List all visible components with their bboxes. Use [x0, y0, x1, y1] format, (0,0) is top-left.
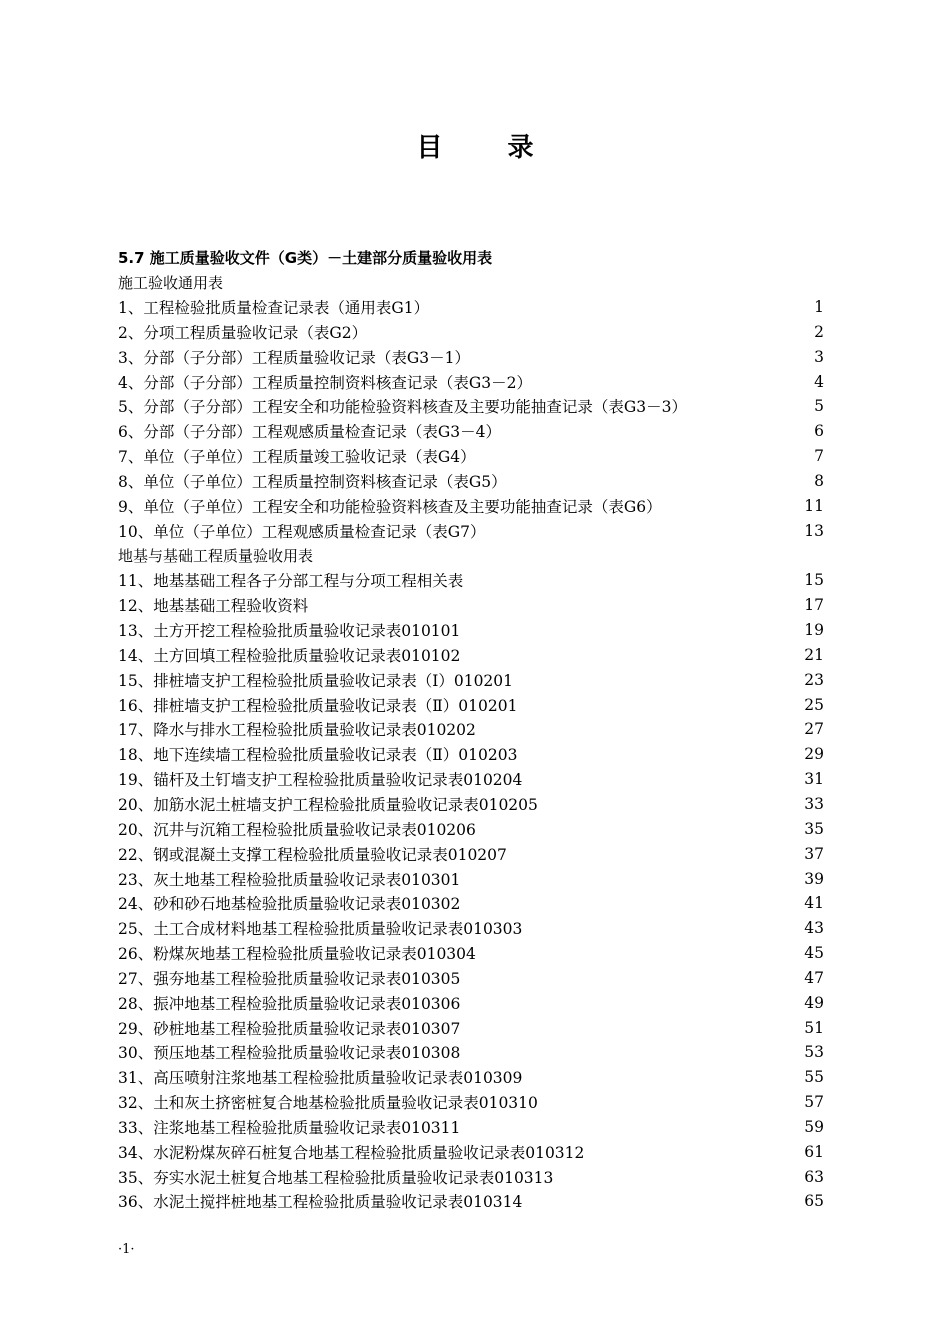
toc-entry[interactable] [118, 444, 824, 469]
toc-entry-page: 15 [804, 571, 824, 590]
toc-entry[interactable] [118, 493, 824, 518]
toc-entry[interactable] [118, 1040, 824, 1065]
toc-entry-page: 11 [804, 496, 824, 515]
toc-entry-page: 17 [804, 596, 824, 615]
toc-entry-title: 10、单位（子单位）工程观感质量检查记录（表G7） [118, 522, 486, 541]
toc-entry-page: 57 [804, 1093, 824, 1112]
toc-entry-page: 41 [804, 894, 824, 913]
toc-entry[interactable] [118, 593, 824, 618]
toc-entry-page: 23 [804, 670, 824, 689]
toc-entry-title: 16、排桩墙支护工程检验批质量验收记录表（Ⅱ）010201 [118, 696, 518, 715]
toc-entry-title: 4、分部（子分部）工程质量控制资料核查记录（表G3－2） [118, 373, 532, 392]
toc-entry-page: 47 [804, 968, 824, 987]
toc-entry[interactable] [118, 866, 824, 891]
toc-entry-title: 17、降水与排水工程检验批质量验收记录表010202 [118, 721, 476, 740]
toc-entry-page: 7 [814, 447, 824, 466]
toc-entry-page: 19 [804, 621, 824, 640]
toc-entry[interactable] [118, 941, 824, 966]
toc-entry[interactable] [118, 295, 824, 320]
toc-entry[interactable] [118, 1015, 824, 1040]
toc-group-heading [118, 270, 824, 295]
toc-entry-page: 45 [804, 944, 824, 963]
toc-entry[interactable] [118, 990, 824, 1015]
toc-entry-page: 13 [804, 521, 824, 540]
toc-entry-title: 33、注浆地基工程检验批质量验收记录表010311 [118, 1118, 461, 1137]
toc-entry[interactable] [118, 568, 824, 593]
toc-entry-page: 21 [804, 645, 824, 664]
toc-entry-page: 65 [804, 1192, 824, 1211]
toc-section-heading [118, 245, 824, 270]
toc-entry-title: 35、夯实水泥土桩复合地基工程检验批质量验收记录表010313 [118, 1168, 554, 1187]
toc-entry[interactable] [118, 891, 824, 916]
toc-entry-page: 8 [814, 472, 824, 491]
toc-entry-page: 63 [804, 1167, 824, 1186]
toc-entry-page: 1 [814, 298, 824, 317]
toc-entry-title: 14、土方回填工程检验批质量验收记录表010102 [118, 646, 461, 665]
toc-entry-title: 26、粉煤灰地基工程检验批质量验收记录表010304 [118, 945, 476, 964]
toc-entry-page: 33 [804, 794, 824, 813]
toc-entry-title: 9、单位（子单位）工程安全和功能检验资料核查及主要功能抽查记录（表G6） [118, 497, 662, 516]
toc-entry-title: 20、加筋水泥土桩墙支护工程检验批质量验收记录表010205 [118, 795, 538, 814]
toc-entry-title: 29、砂桩地基工程检验批质量验收记录表010307 [118, 1019, 461, 1038]
toc-entry[interactable] [118, 816, 824, 841]
toc-group-heading [118, 543, 824, 568]
toc-entry-title: 36、水泥土搅拌桩地基工程检验批质量验收记录表010314 [118, 1193, 523, 1212]
toc-entry[interactable] [118, 320, 824, 345]
toc-entry[interactable] [118, 1065, 824, 1090]
toc-entry-title: 32、土和灰土挤密桩复合地基检验批质量验收记录表010310 [118, 1094, 538, 1113]
toc-entry[interactable] [118, 767, 824, 792]
toc-entry[interactable] [118, 643, 824, 668]
toc-entry[interactable] [118, 419, 824, 444]
toc-entry-title: 18、地下连续墙工程检验批质量验收记录表（Ⅱ）010203 [118, 746, 518, 765]
toc-entry[interactable] [118, 742, 824, 767]
toc-entry-title: 2、分项工程质量验收记录（表G2） [118, 323, 368, 342]
toc-entry-title: 8、单位（子单位）工程质量控制资料核查记录（表G5） [118, 473, 507, 492]
toc-entry-page: 35 [804, 819, 824, 838]
toc-entry[interactable] [118, 1189, 824, 1214]
toc-entry-page: 3 [814, 347, 824, 366]
toc-entry-page: 29 [804, 745, 824, 764]
toc-entry-page: 6 [814, 422, 824, 441]
toc-entry[interactable] [118, 1164, 824, 1189]
toc-entry-title: 1、工程检验批质量检查记录表（通用表G1） [118, 299, 430, 318]
toc-group-label: 施工验收通用表 [118, 273, 224, 292]
toc-entry-title: 23、灰土地基工程检验批质量验收记录表010301 [118, 870, 461, 889]
toc-entry-page: 61 [804, 1142, 824, 1161]
toc-entry-title: 12、地基基础工程验收资料 [118, 597, 309, 616]
toc-group-label: 地基与基础工程质量验收用表 [118, 547, 314, 566]
toc-entry[interactable] [118, 1139, 824, 1164]
toc-entry-title: 7、单位（子单位）工程质量竣工验收记录（表G4） [118, 448, 476, 467]
page-title: 目 录 [416, 133, 562, 163]
toc-entry-title: 15、排桩墙支护工程检验批质量验收记录表（Ⅰ）010201 [118, 671, 514, 690]
toc-entry-title: 19、锚杆及土钉墙支护工程检验批质量验收记录表010204 [118, 771, 523, 790]
toc-entry-page: 25 [804, 695, 824, 714]
toc-entry[interactable] [118, 344, 824, 369]
toc-entry-page: 2 [814, 322, 824, 341]
toc-entry-title: 11、地基基础工程各子分部工程与分项工程相关表 [118, 572, 464, 591]
toc-entry-page: 43 [804, 919, 824, 938]
toc-entry[interactable] [118, 394, 824, 419]
page-number-footer: ·1· [118, 1242, 135, 1257]
toc-entry-title: 30、预压地基工程检验批质量验收记录表010308 [118, 1044, 461, 1063]
toc-entry-title: 13、土方开挖工程检验批质量验收记录表010101 [118, 622, 461, 641]
toc-entry-title: 3、分部（子分部）工程质量验收记录（表G3－1） [118, 348, 470, 367]
toc-entry-page: 27 [804, 720, 824, 739]
toc-entry-page: 49 [804, 993, 824, 1012]
toc-entry-title: 6、分部（子分部）工程观感质量检查记录（表G3－4） [118, 423, 501, 442]
toc-entry-page: 53 [804, 1043, 824, 1062]
toc-entry-title: 22、钢或混凝土支撑工程检验批质量验收记录表010207 [118, 845, 507, 864]
toc-entry[interactable] [118, 369, 824, 394]
toc-entry[interactable] [118, 469, 824, 494]
toc-entry[interactable] [118, 965, 824, 990]
toc-entry-title: 5、分部（子分部）工程安全和功能检验资料核查及主要功能抽查记录（表G3－3） [118, 398, 687, 417]
toc-entry[interactable] [118, 916, 824, 941]
toc-entry-page: 37 [804, 844, 824, 863]
toc-entry[interactable] [118, 841, 824, 866]
toc-entry-title: 24、砂和砂石地基检验批质量验收记录表010302 [118, 895, 461, 914]
toc-entry-page: 4 [814, 372, 824, 391]
toc-entry-title: 20、沉井与沉箱工程检验批质量验收记录表010206 [118, 820, 476, 839]
toc-entry-title: 27、强夯地基工程检验批质量验收记录表010305 [118, 969, 461, 988]
toc-entry-page: 31 [804, 770, 824, 789]
table-of-contents [118, 245, 824, 1214]
toc-entry[interactable] [118, 1115, 824, 1140]
toc-entry-title: 25、土工合成材料地基工程检验批质量验收记录表010303 [118, 920, 523, 939]
toc-entry[interactable] [118, 667, 824, 692]
toc-entry[interactable] [118, 717, 824, 742]
toc-entry-page: 5 [814, 397, 824, 416]
toc-section-label: 5.7 施工质量验收文件（G类）－土建部分质量验收用表 [118, 248, 493, 267]
toc-entry[interactable] [118, 1090, 824, 1115]
toc-body [118, 270, 824, 1214]
toc-entry-title: 28、振冲地基工程检验批质量验收记录表010306 [118, 994, 461, 1013]
toc-entry-page: 39 [804, 869, 824, 888]
toc-entry[interactable] [118, 518, 824, 543]
toc-entry-page: 51 [804, 1018, 824, 1037]
toc-entry-page: 55 [804, 1068, 824, 1087]
toc-entry-title: 34、水泥粉煤灰碎石桩复合地基工程检验批质量验收记录表010312 [118, 1143, 585, 1162]
toc-entry[interactable] [118, 792, 824, 817]
toc-entry[interactable] [118, 618, 824, 643]
toc-entry-title: 31、高压喷射注浆地基工程检验批质量验收记录表010309 [118, 1069, 523, 1088]
toc-entry-page: 59 [804, 1117, 824, 1136]
toc-entry[interactable] [118, 692, 824, 717]
